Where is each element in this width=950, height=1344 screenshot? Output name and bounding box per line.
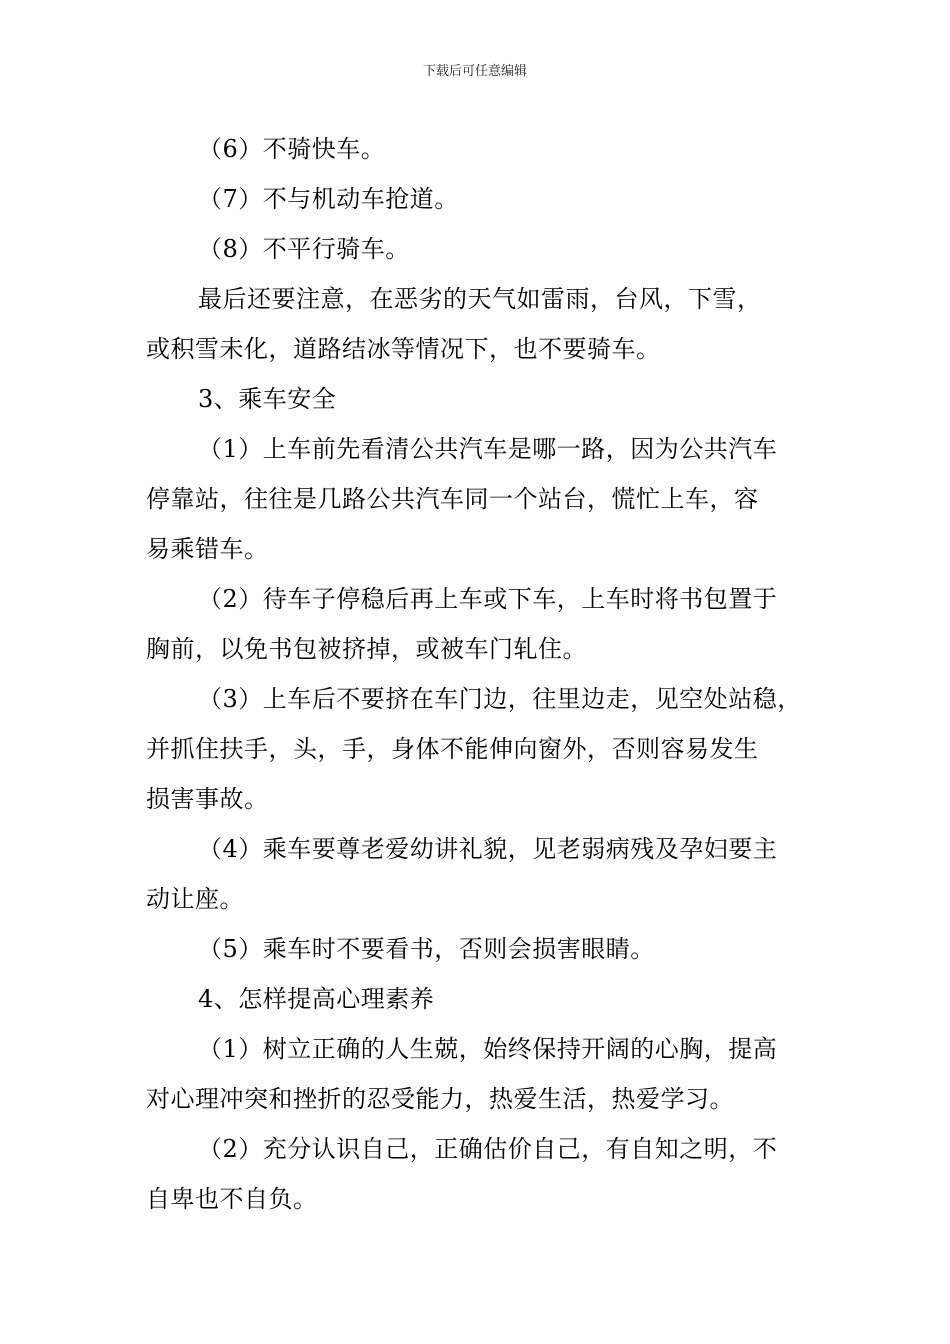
section-heading: 3、乘车安全 [198,385,337,413]
paragraph-riding-2 [146,574,826,674]
text-line: （1）上车前先看清公共汽车是哪一路，因为公共汽车 [198,435,778,463]
paragraph-riding-4 [146,824,826,924]
paragraph-item-6 [146,124,826,174]
text-line: 易乘错车。 [146,535,269,563]
text-line: （6）不骑快车。 [198,135,386,163]
text-line: （7）不与机动车抢道。 [198,185,459,213]
paragraph-riding-3 [146,674,826,824]
text-line: （1）树立正确的人生兢，始终保持开阔的心胸，提高 [198,1035,778,1063]
text-line: 最后还要注意，在恶劣的天气如雷雨，台风，下雪， [198,285,762,313]
section-heading: 4、怎样提高心理素养 [198,985,435,1013]
paragraph-item-8 [146,224,826,274]
page-header: 下载后可任意编辑 [422,64,527,79]
text-line: 并抓住扶手，头，手，身体不能伸向窗外，否则容易发生 [146,735,759,763]
text-line: 动让座。 [146,885,244,913]
text-line: （5）乘车时不要看书，否则会损害眼睛。 [198,935,655,963]
text-line: （2）充分认识自己，正确估价自己，有自知之明，不 [198,1135,778,1163]
section-heading-riding-safety [146,374,826,424]
paragraph-item-7 [146,174,826,224]
text-line: 对心理冲突和挫折的忍受能力，热爱生活，热爱学习。 [146,1085,734,1113]
text-line: 停靠站，往往是几路公共汽车同一个站台，慌忙上车，容 [146,485,759,513]
text-line: （4）乘车要尊老爱幼讲礼貌，见老弱病残及孕妇要主 [198,835,778,863]
paragraph-weather-note [146,274,826,374]
text-line: 自卑也不自负。 [146,1185,318,1213]
paragraph-riding-5 [146,924,826,974]
paragraph-mental-1 [146,1024,826,1124]
text-line: 或积雪未化，道路结冰等情况下，也不要骑车。 [146,335,661,363]
text-line: （2）待车子停稳后再上车或下车，上车时将书包置于 [198,585,778,613]
text-line: 胸前，以免书包被挤掉，或被车门轧住。 [146,635,587,663]
document-body [146,124,826,1224]
text-line: （3）上车后不要挤在车门边，往里边走，见空处站稳， [198,685,802,713]
text-line: 损害事故。 [146,785,269,813]
paragraph-mental-2 [146,1124,826,1224]
section-heading-mental-quality [146,974,826,1024]
paragraph-riding-1 [146,424,826,574]
text-line: （8）不平行骑车。 [198,235,410,263]
